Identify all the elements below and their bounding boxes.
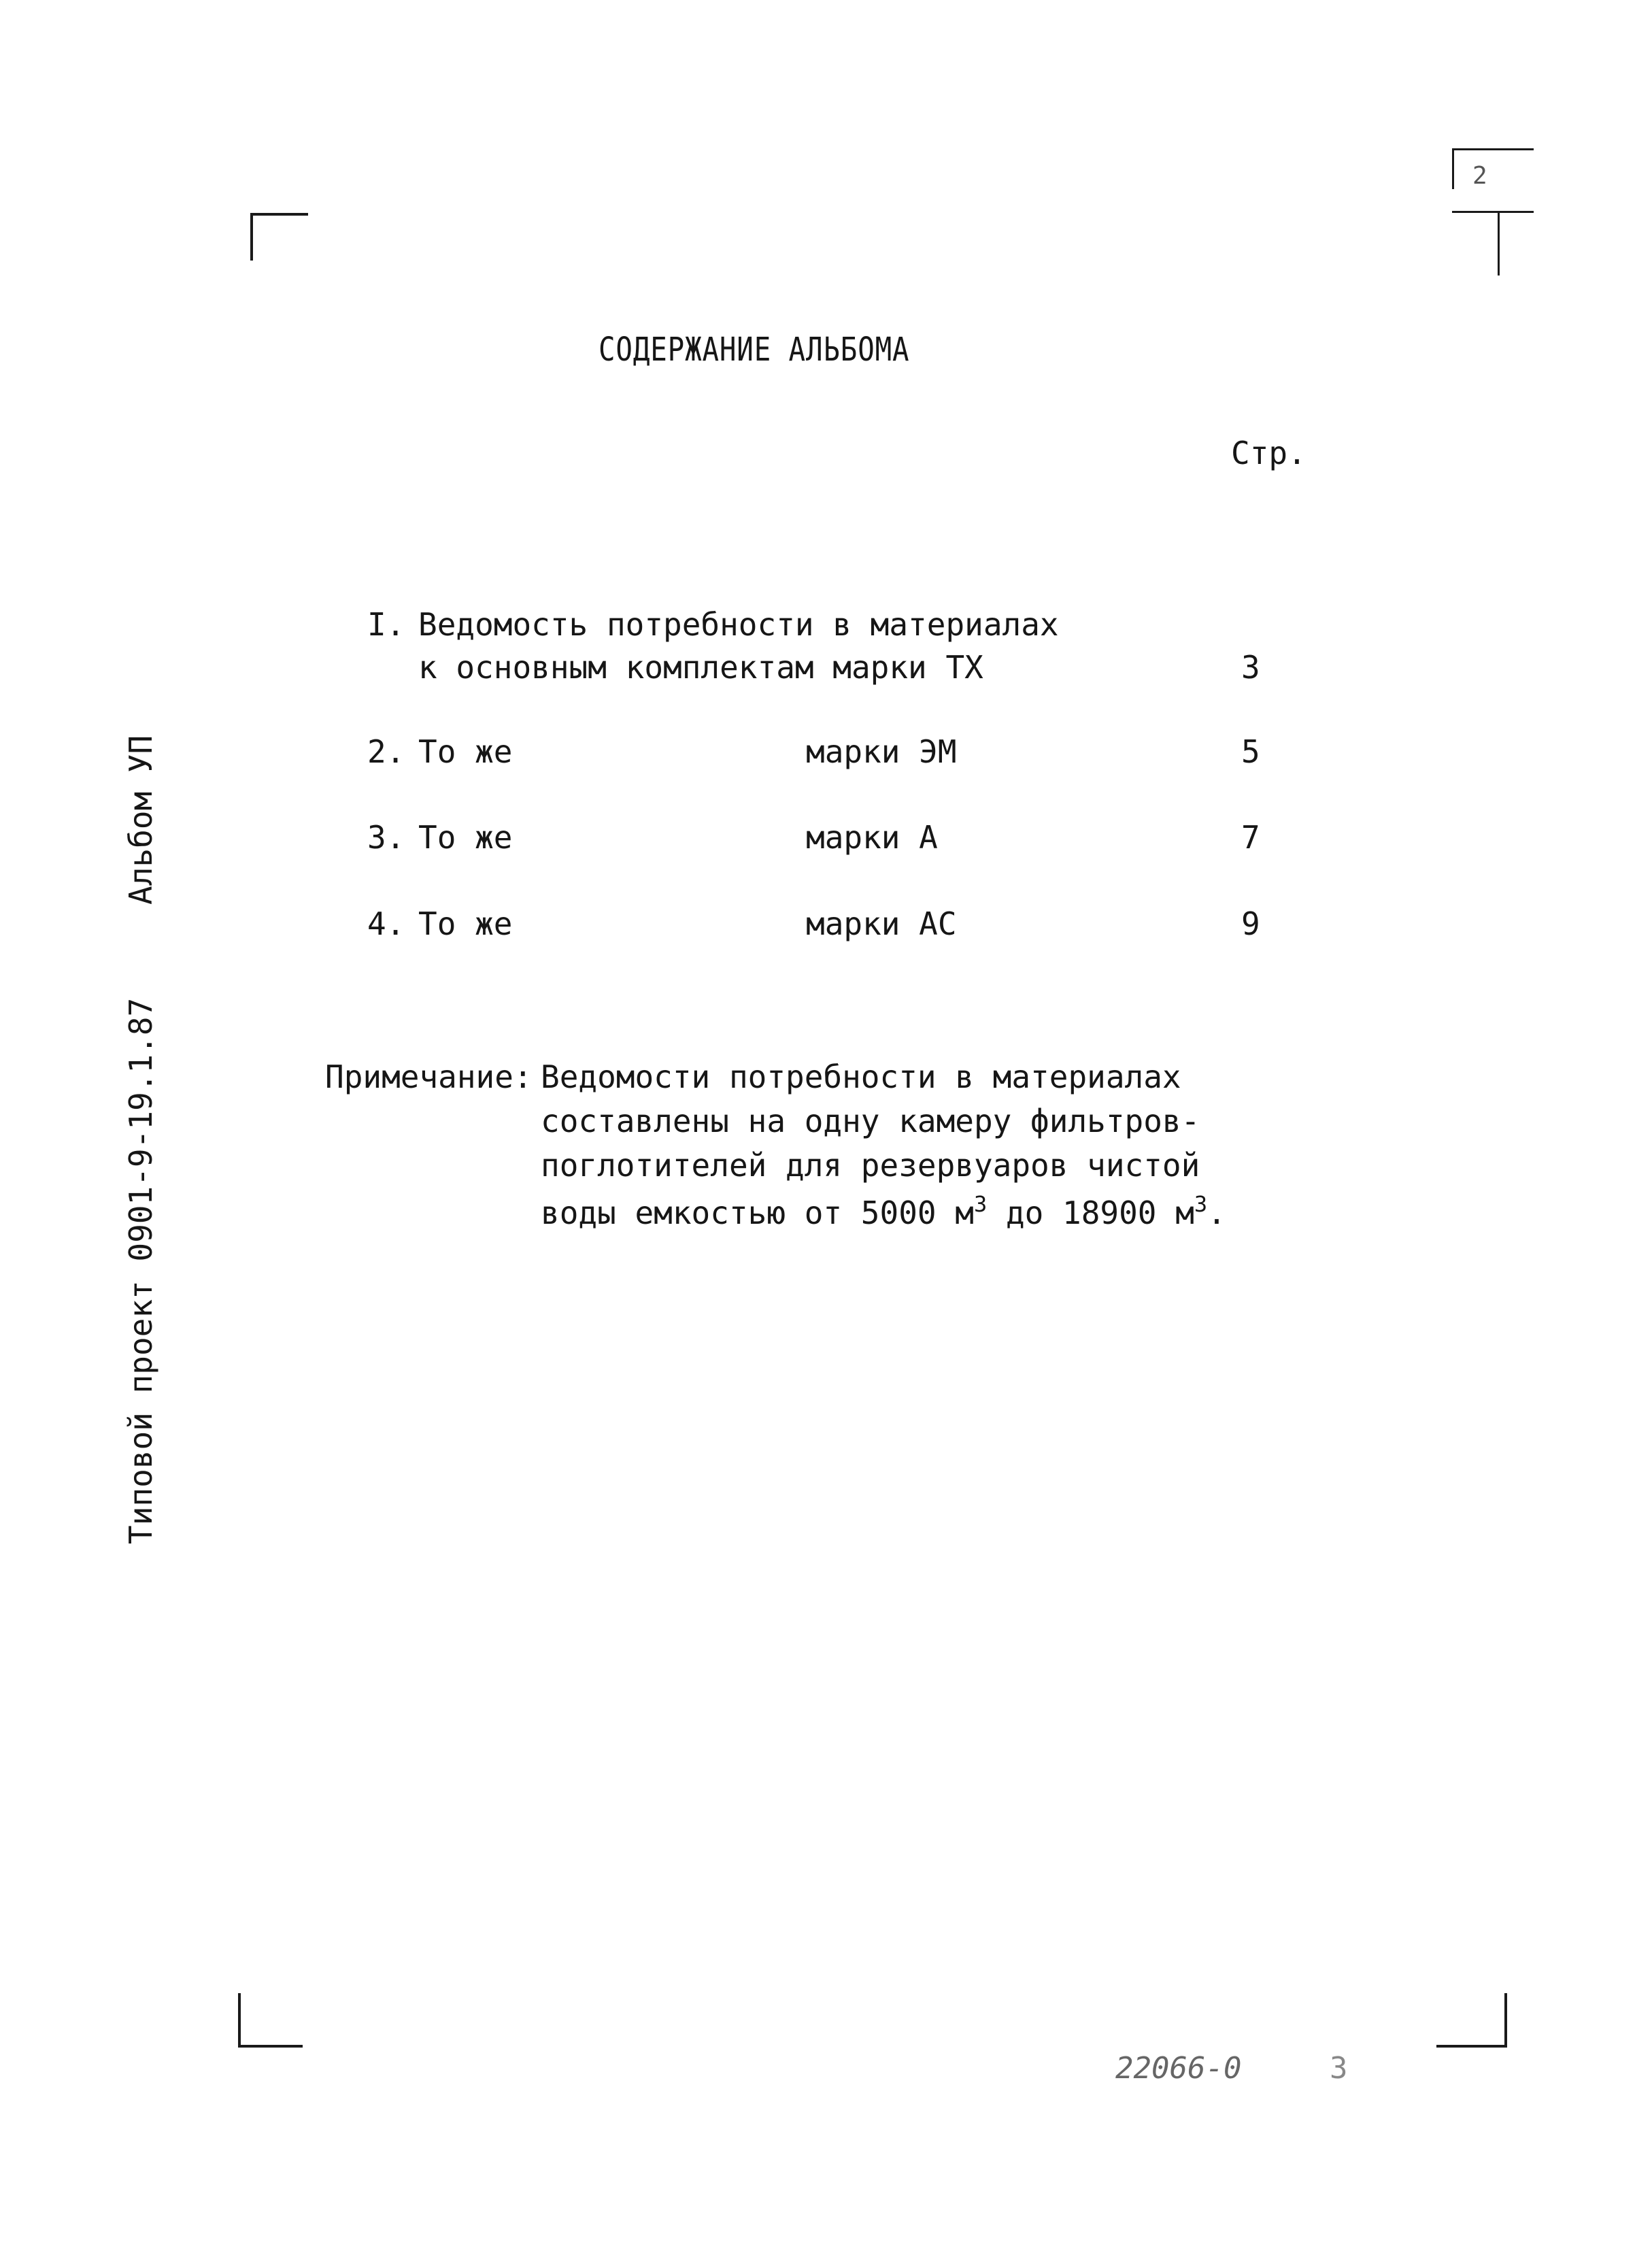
item-4-page: 9 xyxy=(1241,905,1260,942)
item-3-mark: марки А xyxy=(806,819,938,856)
corner-mark-bottom-left-v xyxy=(238,1993,241,2048)
page-title: СОДЕРЖАНИЕ АЛЬБОМА xyxy=(599,331,910,369)
item-3-page: 7 xyxy=(1241,819,1260,856)
note-line-1: Ведомости потребности в материалах xyxy=(541,1058,1181,1095)
corner-mark-bottom-right-h xyxy=(1436,2045,1507,2048)
note-line-4-part-c: . xyxy=(1207,1195,1226,1231)
note-line-4-part-a: воды емкостью от 5000 м xyxy=(541,1195,974,1231)
item-2-page: 5 xyxy=(1241,733,1260,770)
item-4-mark: марки АС xyxy=(806,905,957,942)
note-line-2: составлены на одну камеру фильтров- xyxy=(541,1103,1200,1139)
item-4-line1: То же xyxy=(418,905,513,942)
note-line-3: поглотителей для резервуаров чистой xyxy=(541,1147,1200,1184)
item-3-line1: То же xyxy=(418,819,513,856)
page-number-box: 2 xyxy=(1472,162,1487,190)
page-column-header: Стр. xyxy=(1231,435,1307,471)
item-1-number: I. xyxy=(367,606,405,643)
corner-mark-top-right-v2 xyxy=(1498,211,1500,276)
item-2-line1: То же xyxy=(418,733,513,770)
item-2-mark: марки ЭМ xyxy=(806,733,957,770)
corner-mark-bottom-right-v xyxy=(1504,1993,1507,2048)
item-1-line1: Ведомость потребности в материалах xyxy=(418,606,1059,643)
side-project-label: Типовой проект 0901-9-19.1.87 xyxy=(122,997,159,1544)
item-1-page: 3 xyxy=(1241,649,1260,686)
item-4-number: 4. xyxy=(367,905,405,942)
corner-mark-top-left-h xyxy=(250,213,308,216)
corner-mark-top-left-v xyxy=(250,213,253,261)
side-album-label: Альбом УП xyxy=(122,735,159,905)
note-label: Примечание: xyxy=(325,1058,533,1095)
corner-mark-top-right-h2 xyxy=(1452,211,1534,213)
note-superscript-1: 3 xyxy=(973,1191,988,1217)
item-3-number: 3. xyxy=(367,819,405,856)
note-line-4 xyxy=(541,1191,1226,1231)
footer-page-number: 3 xyxy=(1330,2051,1348,2086)
item-1-line2: к основным комплектам марки ТХ xyxy=(418,649,983,686)
footer-document-code: 22066-0 xyxy=(1115,2051,1242,2086)
corner-mark-top-right-h1 xyxy=(1452,148,1534,150)
note-line-4-part-b: до 18900 м xyxy=(987,1195,1194,1231)
corner-mark-bottom-left-h xyxy=(238,2045,303,2048)
note-superscript-2: 3 xyxy=(1194,1191,1208,1217)
corner-mark-top-right-v1 xyxy=(1452,148,1454,189)
item-2-number: 2. xyxy=(367,733,405,770)
